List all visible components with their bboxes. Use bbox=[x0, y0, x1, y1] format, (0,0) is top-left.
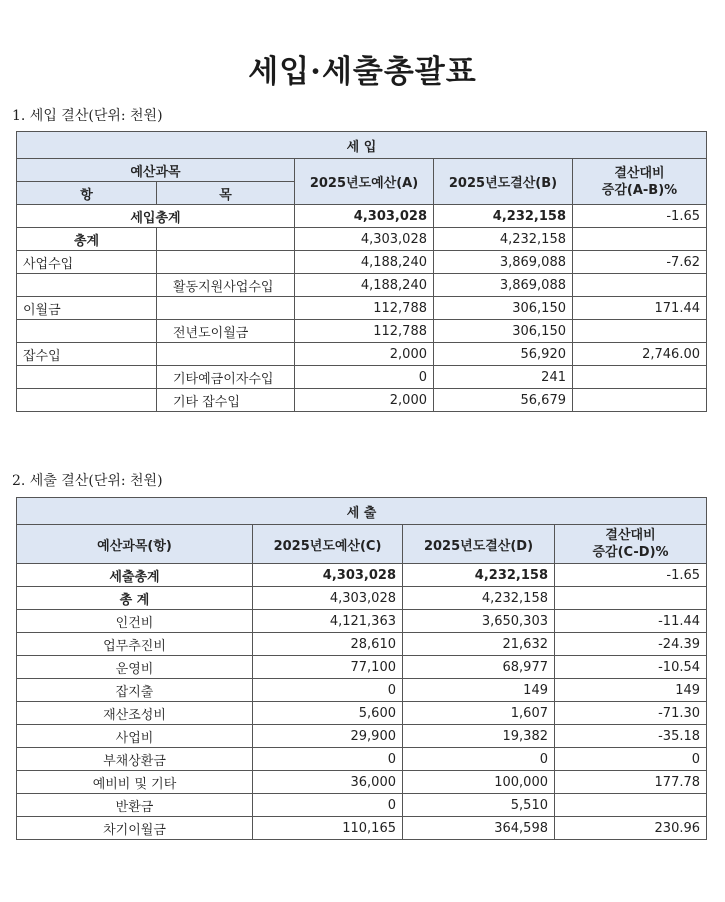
revenue-section-heading: 1. 세입 결산(단위: 천원) bbox=[12, 108, 163, 124]
table-row bbox=[17, 251, 707, 274]
revenue-budget-cell: 4,303,028 bbox=[295, 228, 434, 251]
revenue-settle-header: 2025년도결산(B) bbox=[434, 159, 573, 205]
expenditure-diff-cell bbox=[555, 587, 707, 610]
revenue-subject-header: 예산과목 bbox=[17, 159, 295, 182]
expenditure-item-cell: 부채상환금 bbox=[17, 748, 253, 771]
expenditure-table bbox=[16, 497, 707, 840]
table-row bbox=[17, 587, 707, 610]
revenue-settle-cell: 56,679 bbox=[434, 389, 573, 412]
revenue-budget-cell: 112,788 bbox=[295, 297, 434, 320]
expenditure-settle-cell: 5,510 bbox=[403, 794, 555, 817]
expenditure-diff-cell: 177.78 bbox=[555, 771, 707, 794]
revenue-budget-header: 2025년도예산(A) bbox=[295, 159, 434, 205]
expenditure-diff-cell: -71.30 bbox=[555, 702, 707, 725]
expenditure-settle-cell: 4,232,158 bbox=[403, 587, 555, 610]
revenue-budget-cell: 2,000 bbox=[295, 389, 434, 412]
revenue-diff-cell bbox=[573, 366, 707, 389]
expenditure-item-cell: 잡지출 bbox=[17, 679, 253, 702]
revenue-diff-cell bbox=[573, 389, 707, 412]
expenditure-diff-cell: -11.44 bbox=[555, 610, 707, 633]
table-row bbox=[17, 366, 707, 389]
expenditure-budget-cell: 110,165 bbox=[253, 817, 403, 840]
expenditure-diff-cell: -35.18 bbox=[555, 725, 707, 748]
revenue-diff-header-line2: 증감(A-B)% bbox=[601, 182, 678, 198]
expenditure-budget-cell: 4,121,363 bbox=[253, 610, 403, 633]
table-row bbox=[17, 702, 707, 725]
expenditure-settle-cell: 1,607 bbox=[403, 702, 555, 725]
revenue-mok-cell: 기타 잡수입 bbox=[157, 389, 295, 412]
revenue-budget-cell: 4,303,028 bbox=[295, 205, 434, 228]
revenue-budget-cell: 0 bbox=[295, 366, 434, 389]
revenue-budget-cell: 4,188,240 bbox=[295, 251, 434, 274]
expenditure-settle-cell: 19,382 bbox=[403, 725, 555, 748]
revenue-mok-cell bbox=[157, 228, 295, 251]
revenue-mok-cell: 활동지원사업수입 bbox=[157, 274, 295, 297]
expenditure-settle-cell: 21,632 bbox=[403, 633, 555, 656]
revenue-budget-cell: 4,188,240 bbox=[295, 274, 434, 297]
expenditure-settle-cell: 3,650,303 bbox=[403, 610, 555, 633]
expenditure-diff-cell: 230.96 bbox=[555, 817, 707, 840]
revenue-settle-cell: 306,150 bbox=[434, 320, 573, 343]
table-row bbox=[17, 725, 707, 748]
revenue-diff-cell: 171.44 bbox=[573, 297, 707, 320]
revenue-settle-cell: 241 bbox=[434, 366, 573, 389]
revenue-diff-cell bbox=[573, 320, 707, 343]
expenditure-item-cell: 사업비 bbox=[17, 725, 253, 748]
revenue-settle-cell: 4,232,158 bbox=[434, 228, 573, 251]
revenue-hang-cell: 잡수입 bbox=[17, 343, 157, 366]
expenditure-budget-cell: 77,100 bbox=[253, 656, 403, 679]
table-row bbox=[17, 297, 707, 320]
expenditure-item-cell: 운영비 bbox=[17, 656, 253, 679]
expenditure-budget-cell: 0 bbox=[253, 748, 403, 771]
expenditure-settle-header: 2025년도결산(D) bbox=[403, 525, 555, 564]
table-row bbox=[17, 205, 707, 228]
expenditure-item-cell: 인건비 bbox=[17, 610, 253, 633]
expenditure-item-cell: 차기이월금 bbox=[17, 817, 253, 840]
expenditure-item-cell: 반환금 bbox=[17, 794, 253, 817]
revenue-hang-cell: 이월금 bbox=[17, 297, 157, 320]
expenditure-subject-header: 예산과목(항) bbox=[17, 525, 253, 564]
revenue-mok-cell: 기타예금이자수입 bbox=[157, 366, 295, 389]
expenditure-item-cell: 총 계 bbox=[17, 587, 253, 610]
revenue-settle-cell: 306,150 bbox=[434, 297, 573, 320]
expenditure-diff-header bbox=[555, 525, 707, 564]
table-row bbox=[17, 564, 707, 587]
revenue-settle-cell: 3,869,088 bbox=[434, 274, 573, 297]
revenue-hang-cell bbox=[17, 389, 157, 412]
expenditure-settle-cell: 68,977 bbox=[403, 656, 555, 679]
expenditure-settle-cell: 4,232,158 bbox=[403, 564, 555, 587]
revenue-budget-cell: 2,000 bbox=[295, 343, 434, 366]
expenditure-diff-cell: -10.54 bbox=[555, 656, 707, 679]
table-row bbox=[17, 794, 707, 817]
revenue-diff-cell bbox=[573, 228, 707, 251]
table-row bbox=[17, 817, 707, 840]
expenditure-budget-cell: 0 bbox=[253, 794, 403, 817]
expenditure-diff-header-line1: 결산대비 bbox=[605, 528, 656, 543]
revenue-diff-cell bbox=[573, 274, 707, 297]
revenue-diff-cell: -7.62 bbox=[573, 251, 707, 274]
expenditure-item-cell: 세출총계 bbox=[17, 564, 253, 587]
table-row bbox=[17, 389, 707, 412]
revenue-hang-cell bbox=[17, 366, 157, 389]
revenue-diff-cell: -1.65 bbox=[573, 205, 707, 228]
table-row bbox=[17, 656, 707, 679]
expenditure-budget-cell: 36,000 bbox=[253, 771, 403, 794]
revenue-hang-cell: 총계 bbox=[17, 228, 157, 251]
revenue-mok-cell bbox=[157, 297, 295, 320]
expenditure-item-cell: 예비비 및 기타 bbox=[17, 771, 253, 794]
expenditure-settle-cell: 0 bbox=[403, 748, 555, 771]
expenditure-diff-cell: -1.65 bbox=[555, 564, 707, 587]
expenditure-item-cell: 재산조성비 bbox=[17, 702, 253, 725]
expenditure-section-heading: 2. 세출 결산(단위: 천원) bbox=[12, 473, 163, 489]
revenue-hang-cell: 사업수입 bbox=[17, 251, 157, 274]
revenue-settle-cell: 3,869,088 bbox=[434, 251, 573, 274]
revenue-mok-cell: 전년도이월금 bbox=[157, 320, 295, 343]
expenditure-budget-cell: 4,303,028 bbox=[253, 587, 403, 610]
expenditure-budget-cell: 5,600 bbox=[253, 702, 403, 725]
revenue-budget-cell: 112,788 bbox=[295, 320, 434, 343]
revenue-hang-cell bbox=[17, 274, 157, 297]
expenditure-settle-cell: 364,598 bbox=[403, 817, 555, 840]
revenue-diff-header-line1: 결산대비 bbox=[614, 165, 665, 181]
table-row bbox=[17, 274, 707, 297]
expenditure-diff-cell: 149 bbox=[555, 679, 707, 702]
revenue-settle-cell: 4,232,158 bbox=[434, 205, 573, 228]
expenditure-budget-cell: 29,900 bbox=[253, 725, 403, 748]
revenue-mok-cell bbox=[157, 251, 295, 274]
expenditure-diff-cell: 0 bbox=[555, 748, 707, 771]
revenue-mok-header: 목 bbox=[157, 182, 295, 205]
expenditure-diff-cell: -24.39 bbox=[555, 633, 707, 656]
revenue-group-header: 세 입 bbox=[17, 132, 707, 159]
table-row bbox=[17, 228, 707, 251]
revenue-total-label: 세입총계 bbox=[17, 205, 295, 228]
table-row bbox=[17, 748, 707, 771]
revenue-table bbox=[16, 131, 707, 412]
expenditure-diff-cell bbox=[555, 794, 707, 817]
revenue-hang-header: 항 bbox=[17, 182, 157, 205]
expenditure-item-cell: 업무추진비 bbox=[17, 633, 253, 656]
revenue-hang-cell bbox=[17, 320, 157, 343]
table-row bbox=[17, 771, 707, 794]
expenditure-group-header: 세 출 bbox=[17, 498, 707, 525]
table-row bbox=[17, 320, 707, 343]
expenditure-settle-cell: 149 bbox=[403, 679, 555, 702]
revenue-diff-cell: 2,746.00 bbox=[573, 343, 707, 366]
revenue-diff-header bbox=[573, 159, 707, 205]
revenue-settle-cell: 56,920 bbox=[434, 343, 573, 366]
table-row bbox=[17, 610, 707, 633]
expenditure-budget-cell: 4,303,028 bbox=[253, 564, 403, 587]
expenditure-budget-header: 2025년도예산(C) bbox=[253, 525, 403, 564]
table-row bbox=[17, 679, 707, 702]
expenditure-diff-header-line2: 증감(C-D)% bbox=[592, 545, 669, 560]
table-row bbox=[17, 633, 707, 656]
expenditure-budget-cell: 0 bbox=[253, 679, 403, 702]
page-title: 세입·세출총괄표 bbox=[248, 54, 477, 90]
table-row bbox=[17, 343, 707, 366]
expenditure-budget-cell: 28,610 bbox=[253, 633, 403, 656]
revenue-mok-cell bbox=[157, 343, 295, 366]
expenditure-settle-cell: 100,000 bbox=[403, 771, 555, 794]
